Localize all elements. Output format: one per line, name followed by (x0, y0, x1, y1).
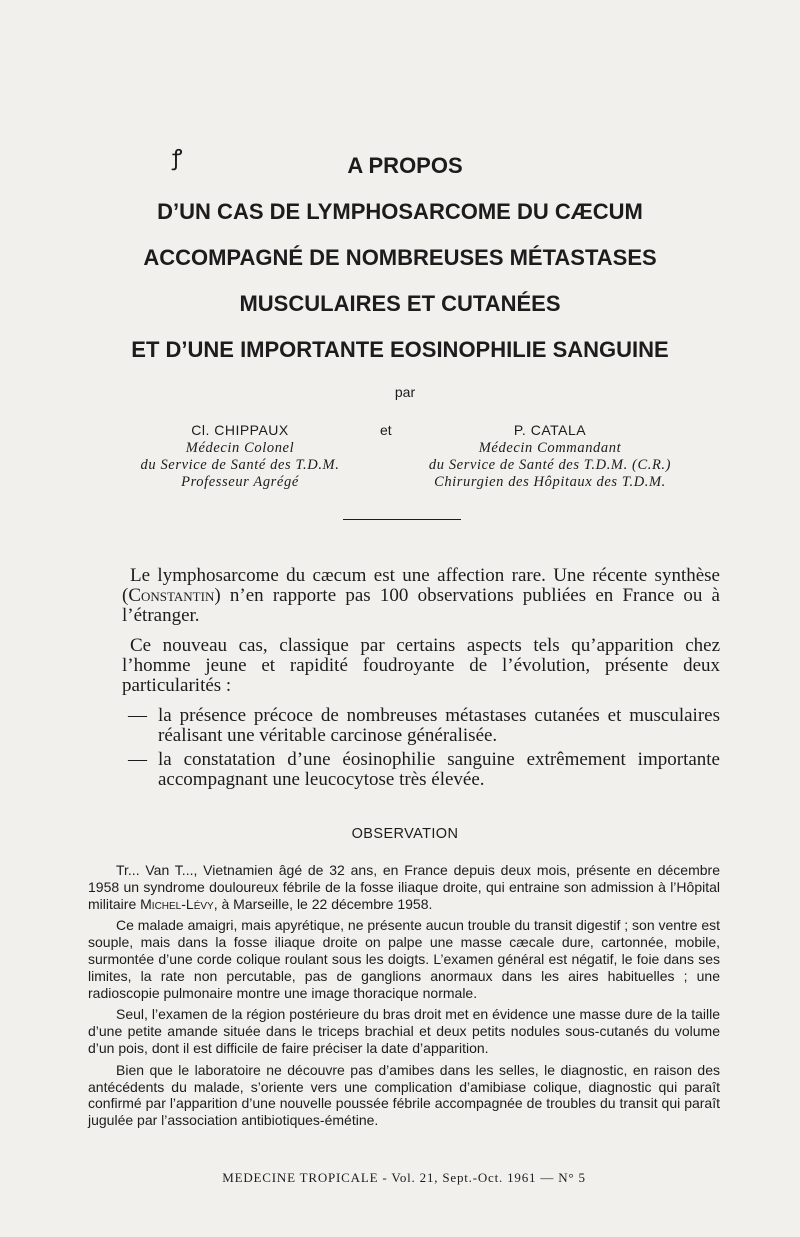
article-title (0, 148, 800, 378)
author-role: Chirurgien des Hôpitaux des T.D.M. (434, 474, 666, 490)
and-word: et (380, 422, 392, 438)
body-text: , à Marseille, le 22 décembre 1958. (213, 895, 433, 912)
citation-author: Constantin (128, 585, 215, 606)
by-word: par (394, 384, 416, 400)
intro-text: ) n’en rapporte pas 100 observations publiées en France ou à l’étranger. (122, 585, 720, 626)
author-block-catala (400, 420, 700, 491)
author-role: Médecin Commandant (478, 440, 622, 456)
dash-bullet: — (128, 749, 147, 770)
intro-text: Le lymphosarcome du cæcum est une affection rare. Une récente synthèse ( (122, 565, 720, 606)
author-name: Cl. CHIPPAUX (191, 422, 289, 438)
list-item (122, 706, 720, 746)
hospital-name: Michel-Lévy (140, 895, 214, 912)
body-text: Tr... Van T..., Vietnamien âgé de 32 ans, en France depuis deux mois, présente en décembre 1958 un syndrome douloureux fébrile de la fosse iliaque droite, qui entraine son admission à l’Hôpital militaire (88, 862, 720, 912)
body-paragraph: Ce malade amaigri, mais apyrétique, ne présente aucun trouble du transit digestif ; son ventre est souple, mais dans la fosse iliaque droite on palpe une masse cæcale dure, cartonnée, mobile, surmontée d’une corde colique roulant sous les doigts. L’examen général est négatif, le foie dans ses limites, la rate non percutable, pas de ganglions anormaux dans les aires habituelles ; une radioscopie pulmonaire montre une image thoracique normale. (88, 917, 720, 1001)
journal-footer: MEDECINE TROPICALE - Vol. 21, Sept.-Oct. 1961 — N° 5 (222, 1170, 586, 1185)
author-name: P. CATALA (513, 422, 587, 438)
title-line: A PROPOS (347, 153, 463, 178)
intro-paragraph (122, 566, 720, 626)
list-item-text: la présence précoce de nombreuses métastases cutanées et musculaires réalisant une véritable carcinose généralisée. (158, 705, 720, 746)
body-paragraph: Seul, l’examen de la région postérieure du bras droit met en évidence une masse dure de la taille d’une petite amande située dans le triceps brachial et deux petits nodules sous-cutanés du volume d’un pois, dont il est difficile de faire préciser la date d’apparition. (88, 1006, 720, 1056)
list-item-text: la constatation d’une éosinophilie sanguine extrêmement importante accompagnant une leucocytose très élevée. (158, 749, 720, 790)
title-line: ACCOMPAGNÉ DE NOMBREUSES MÉTASTASES (143, 245, 657, 270)
separator-rule (343, 519, 461, 520)
author-role: Médecin Colonel (185, 440, 295, 456)
title-line: MUSCULAIRES ET CUTANÉES (239, 291, 561, 316)
intro-paragraph: Ce nouveau cas, classique par certains aspects tels qu’apparition chez l’homme jeune et rapidité foudroyante de l’évolution, présente deux particularités : (122, 635, 720, 696)
section-heading: OBSERVATION (351, 826, 459, 842)
body-paragraph: Bien que le laboratoire ne découvre pas d’amibes dans les selles, le diagnostic, en raison des antécédents du malade, s’oriente vers une complication d’amibiase colique, diagnostic qui paraît confirmé par l’apparition d’une nouvelle poussée fébrile accompagnée de troubles du transit qui paraît jugulée par l’association antibiotiques-émétine. (88, 1061, 720, 1129)
dash-bullet: — (128, 705, 147, 726)
list-item (122, 750, 720, 790)
author-role: Professeur Agrégé (181, 474, 299, 490)
author-block-chippaux (110, 420, 370, 491)
observation-text (88, 862, 720, 1134)
introduction (122, 566, 720, 794)
body-paragraph (88, 862, 720, 912)
author-role: du Service de Santé des T.D.M. (140, 457, 340, 473)
title-line: D’UN CAS DE LYMPHOSARCOME DU CÆCUM (157, 199, 643, 224)
author-role: du Service de Santé des T.D.M. (C.R.) (428, 457, 672, 473)
handwritten-margin-mark: ꝭ (172, 146, 183, 171)
title-line: ET D’UNE IMPORTANTE EOSINOPHILIE SANGUINE (131, 337, 669, 362)
